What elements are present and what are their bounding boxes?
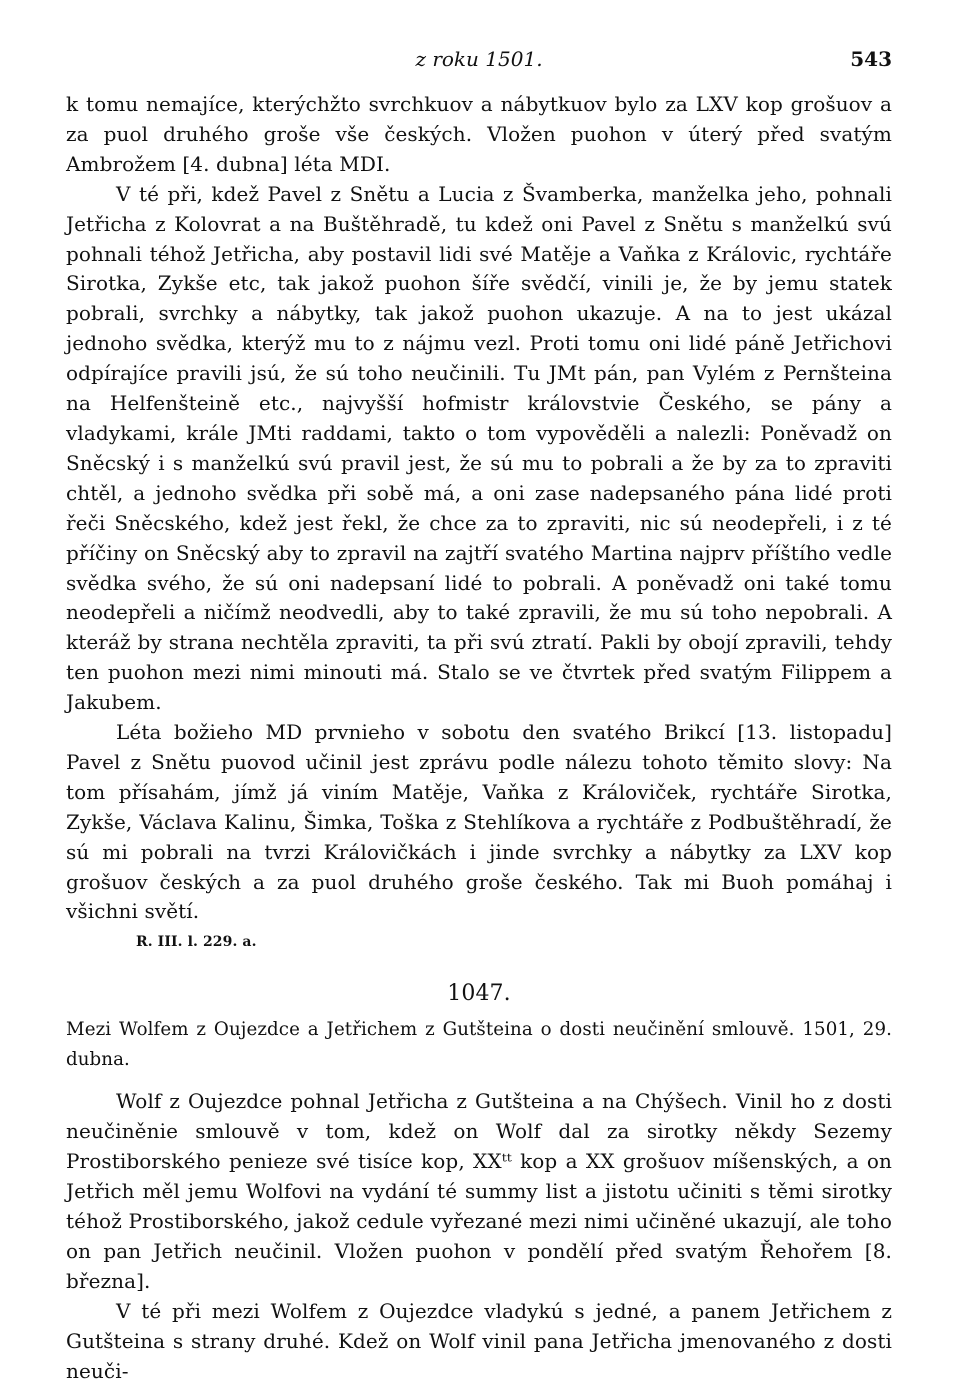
document-number: 1047.: [447, 981, 511, 1007]
source-reference: R. III. l. 229. a.: [136, 934, 257, 951]
paragraph-dispute: V té při mezi Wolfem z Oujezdce vladykú s jedné, a panem Jetřichem z Gutšteina s strany druhé. Kdež on Wolf vinil pana Jetřicha jmenovaného z dosti neuči-: [66, 1298, 892, 1383]
page-header: [66, 44, 892, 74]
running-head: z roku 1501.: [415, 47, 543, 71]
paragraph-verdict: V té při, kdež Pavel z Snětu a Lucia z Švamberka, manželka jeho, pohnali Jetřicha z Kolovrat a na Buštěhradě, tu kdež oni Pavel z Snětu s manželkú svú pohnali téhož Jetřicha, aby postavil lidi své Matěje a Vaňka z Královic, rychtáře Sirotka, Zykše etc, tak jakož puohon šíře svědčí, vinili je, že by jemu statek pobrali, svrchky a nábytky, tak jakož puohon ukazuje. A na to jest ukázal jednoho svědka, kterýž mu to z nájmu vezl. Proti tomu oni lidé páně Jetřichovi odpírajíce pravili jsú, že sú toho neučinili. Tu JMt pán, pan Vylém z Pernšteina na Helfenšteině etc., najvyšší hofmistr královstvie Českého, se pány a vladykami, krále JMti raddami, takto o tom vypověděli a nalezli: Poněvadž on Sněcský i s manželkú svú pravil jest, že sú mu to pobrali a že by za to zpraviti chtěl, a jednoho svědka při sobě má, a oni zase nadepsaného pána lidé proti řeči Sněcského, kdež jest řekl, že chce za to zpraviti, nic sú neodepřeli, i z té příčiny on Sněcský aby to zpravil na zajtří svatého Martina najprv příštího vedle svědka svého, že sú oni nadepsaní lidé to pobrali. A poněvadž oni také tomu neodepřeli a ničímž neodvedli, aby to také zpravili, že mu sú toho nepobrali. A kteráž by strana nechtěla zpraviti, ta při svú ztratí. Pakli by obojí zpravili, tehdy ten puohon mezi nimi minouti má. Stalo se ve čtvrtek před svatým Filippem a Jakubem.: [66, 181, 892, 715]
page-body: [66, 90, 892, 1386]
document-regest: Mezi Wolfem z Oujezdce a Jetřichem z Gutšteina o dosti neučinění smlouvě. 1501, 29. dubna.: [66, 1019, 892, 1071]
page-number: 543: [850, 47, 892, 71]
paragraph-oath: Léta božieho MD prvnieho v sobotu den svatého Brikcí [13. listopadu] Pavel z Snětu puovod učinil jest zprávu podle nálezu tohoto těmito slovy: Na tom přísahám, jímž já viním Matěje, Vaňka z Královiček, rychtáře Sirotka, Zykše, Václava Kalinu, Šimka, Toška z Stehlíkova a rychtáře z Podbuštěhradí, že sú mi pobrali na tvrzi Královičkách i jinde svrchky a nábytky za LXV kop grošuov českých a za puol druhého groše českého. Tak mi Buoh pomáhaj i všichni světí.: [66, 720, 892, 924]
paragraph-summons: Wolf z Oujezdce pohnal Jetřicha z Gutšteina a na Chýšech. Vinil ho z dosti neučiněnie smlouvě v tom, kdež on Wolf dal za sirotky někdy Sezemy Prostiborského penieze své tisíce kop, XXᵗᵗ kop a XX grošuov míšenských, a on Jetřich měl jemu Wolfovi na vydání té summy list a jistotu učiniti s těmi sirotky téhož Prostiborského, jakož cedule vyřezané mezi nimi učiněné ukazují, ale toho on pan Jetřich neučinil. Vložen puohon v pondělí před svatým Řehořem [8. března].: [66, 1089, 892, 1293]
paragraph-continuation: k tomu nemajíce, kterýchžto svrchkuov a nábytkuov bylo za LXV kop grošuov a za puol druhého groše vše českých. Vložen puohon v úterý před svatým Ambrožem [4. dubna] léta MDI.: [66, 92, 892, 176]
